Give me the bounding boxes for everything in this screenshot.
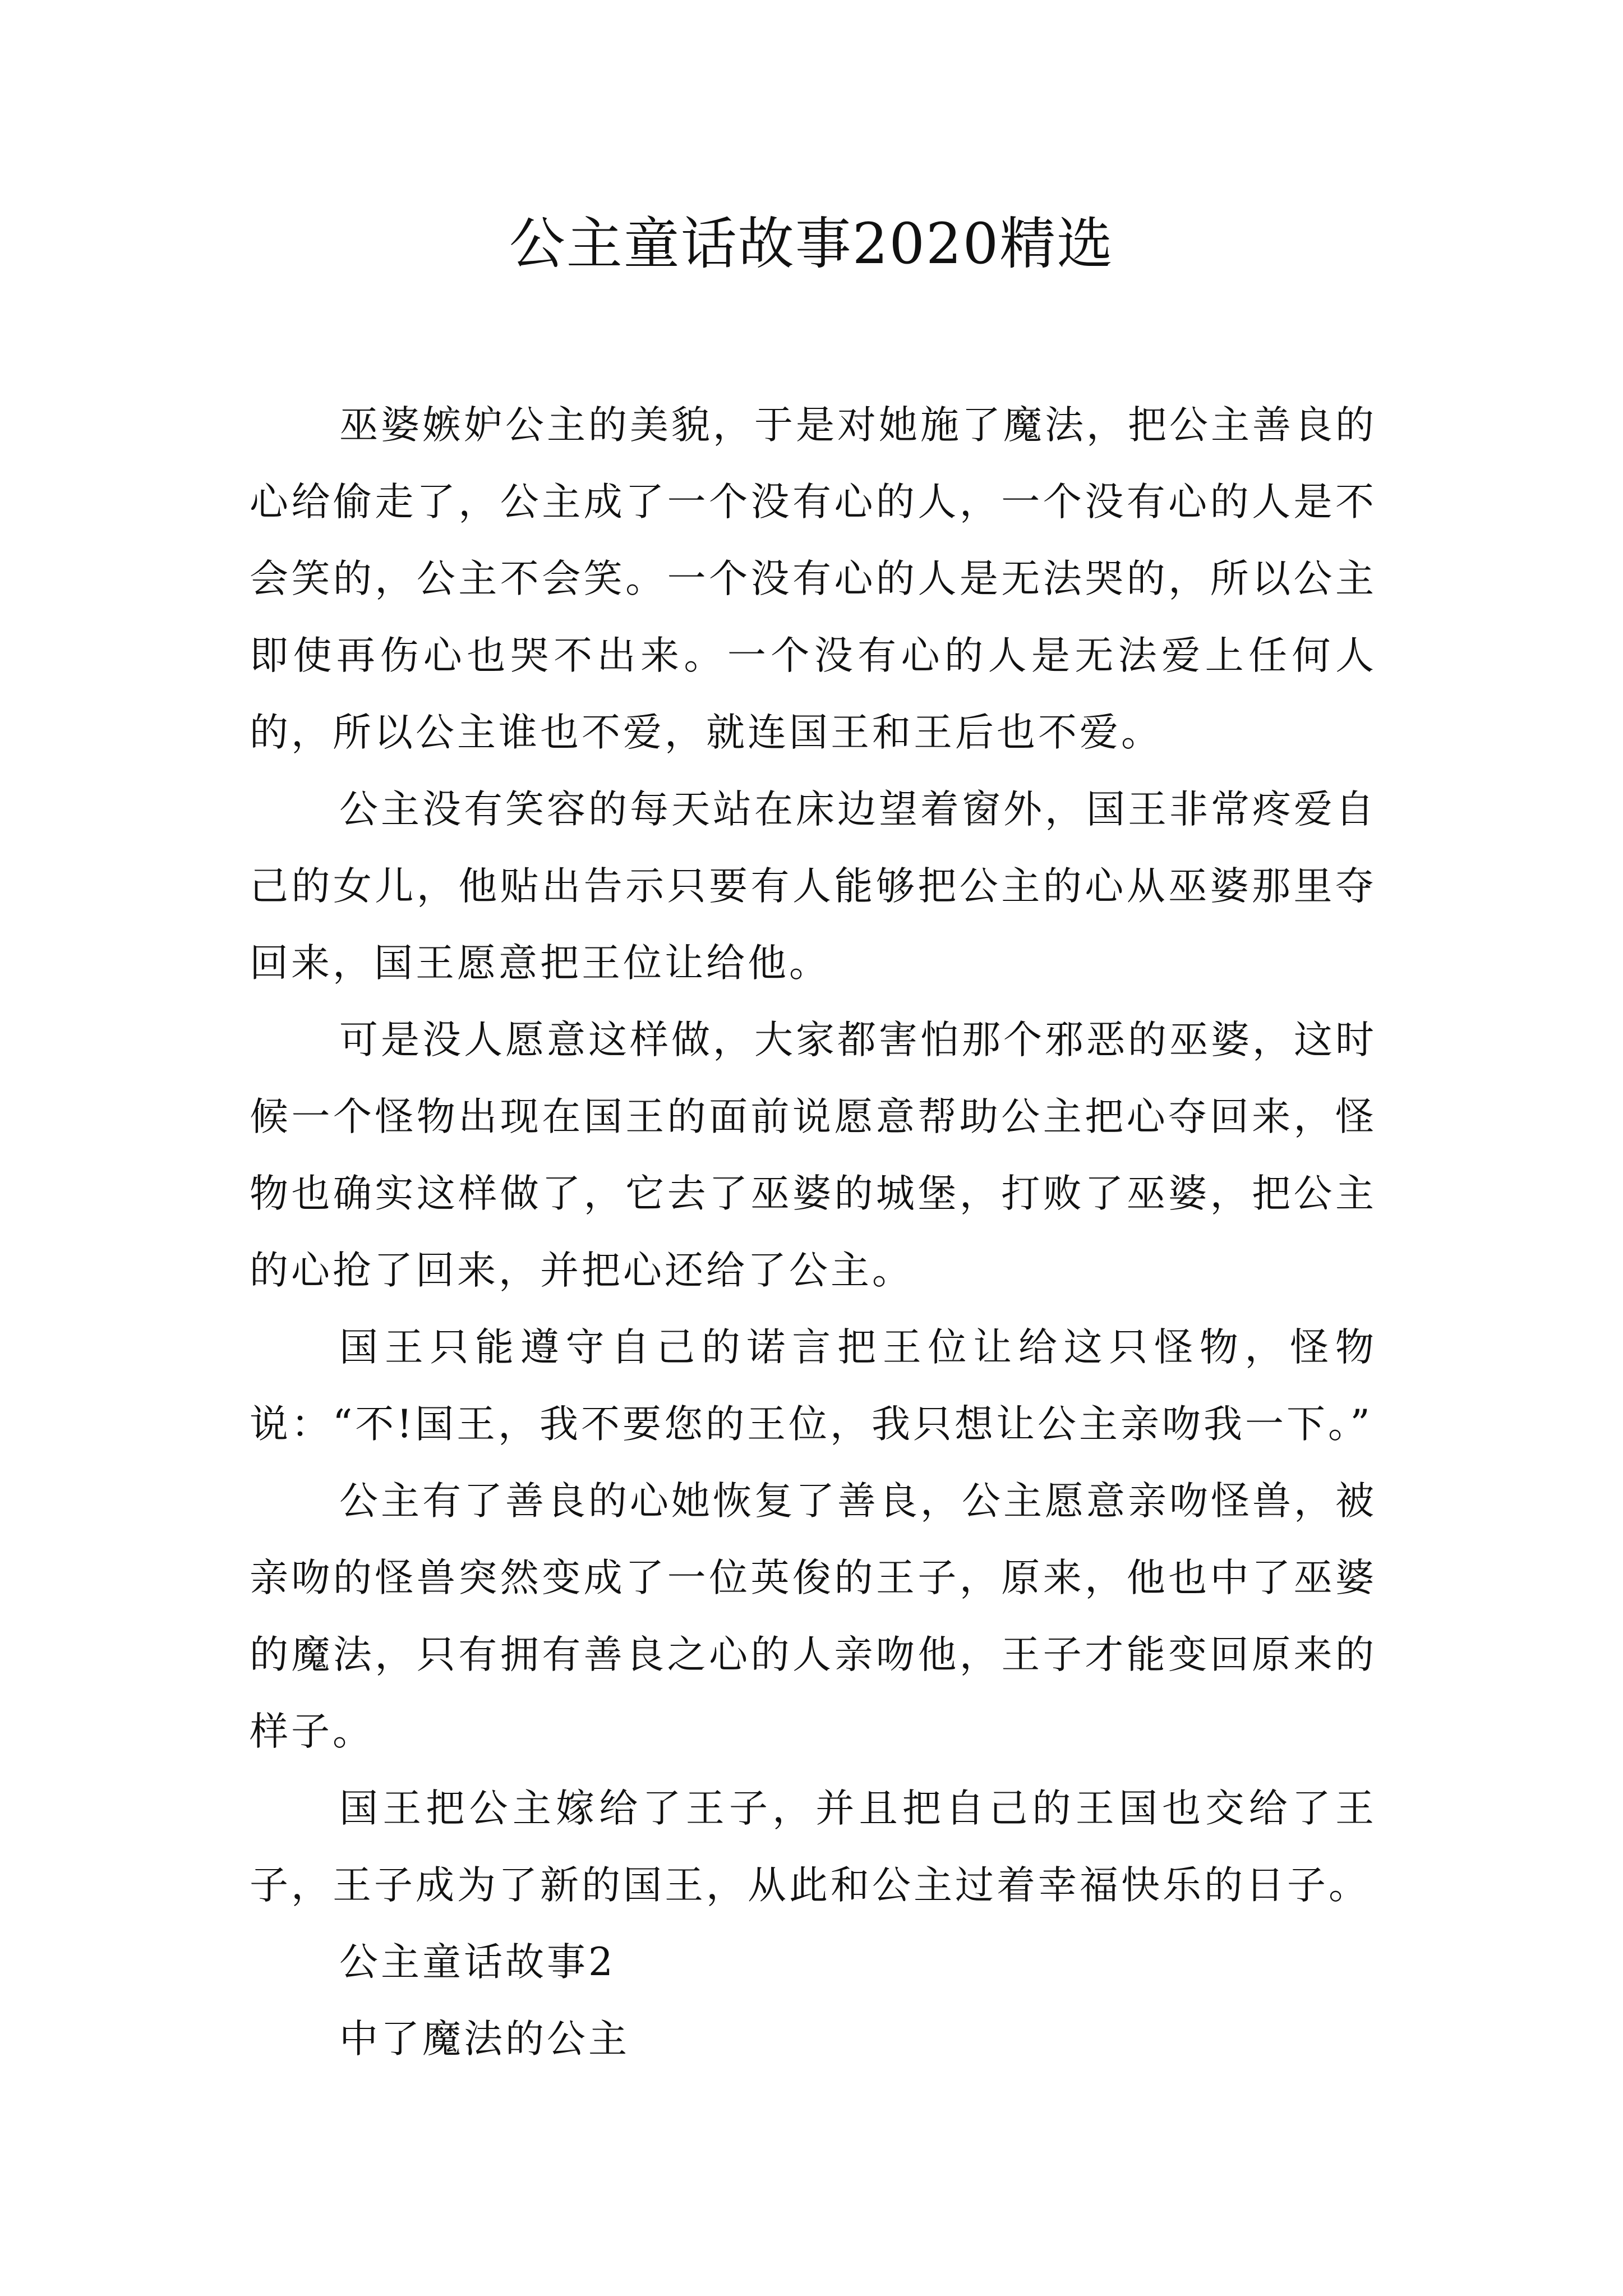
paragraph: 巫婆嫉妒公主的美貌，于是对她施了魔法，把公主善良的心给偷走了，公主成了一个没有心的人，一个没有心的人是不会笑的，公主不会笑。一个没有心的人是无法哭的，所以公主即使再伤心也哭不出来。一个没有心的人是无法爱上任何人的，所以公主谁也不爱，就连国王和王后也不爱。: [250, 403, 1377, 755]
story-title: 中了魔法的公主: [339, 2017, 630, 2062]
document-body: [250, 387, 1377, 2078]
paragraph: 公主有了善良的心她恢复了善良，公主愿意亲吻怪兽，被亲吻的怪兽突然变成了一位英俊的王子，原来，他也中了巫婆的魔法，只有拥有善良之心的人亲吻他，王子才能变回原来的样子。: [250, 1479, 1377, 1754]
document-title: 公主童话故事2020精选: [509, 211, 1114, 277]
paragraph: 可是没人愿意这样做，大家都害怕那个邪恶的巫婆，这时候一个怪物出现在国王的面前说愿意帮助公主把心夺回来，怪物也确实这样做了，它去了巫婆的城堡，打败了巫婆，把公主的心抢了回来，并把心还给了公主。: [250, 1018, 1377, 1293]
section-heading: 公主童话故事2: [339, 1940, 616, 1985]
paragraph: 国王把公主嫁给了王子，并且把自己的王国也交给了王子，王子成为了新的国王，从此和公主过着幸福快乐的日子。: [250, 1786, 1377, 1908]
paragraph: 国王只能遵守自己的诺言把王位让给这只怪物，怪物说：“不!国王，我不要您的王位，我只想让公主亲吻我一下。”: [250, 1325, 1377, 1447]
paragraph: 公主没有笑容的每天站在床边望着窗外，国王非常疼爱自己的女儿，他贴出告示只要有人能够把公主的心从巫婆那里夺回来，国王愿意把王位让给他。: [250, 787, 1377, 986]
